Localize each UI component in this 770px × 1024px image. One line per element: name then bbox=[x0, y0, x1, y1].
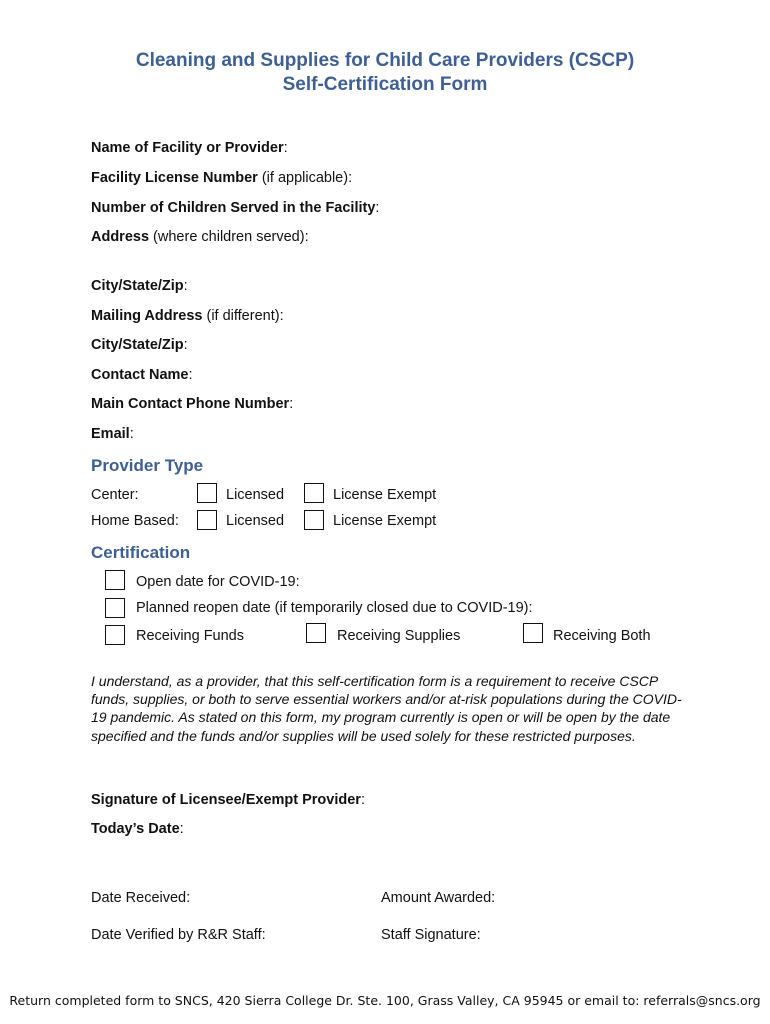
facility-name-field[interactable]: Name of Facility or Provider: bbox=[91, 140, 288, 156]
planned-reopen-checkbox[interactable] bbox=[105, 598, 125, 618]
center-exempt-label: License Exempt bbox=[333, 487, 437, 503]
center-label: Center: bbox=[91, 487, 139, 503]
home-exempt-label: License Exempt bbox=[333, 513, 437, 529]
certification-heading: Certification bbox=[91, 543, 191, 562]
planned-reopen-label: Planned reopen date (if temporarily closed due to COVID-19): bbox=[136, 600, 533, 616]
facility-name-label: Name of Facility or Provider bbox=[91, 140, 284, 156]
city-state-zip-label: City/State/Zip bbox=[91, 278, 184, 294]
children-served-field[interactable]: Number of Children Served in the Facility: bbox=[91, 200, 380, 216]
signature-field[interactable]: Signature of Licensee/Exempt Provider: bbox=[91, 792, 365, 808]
center-licensed-checkbox[interactable] bbox=[197, 483, 217, 503]
email-label: Email bbox=[91, 426, 130, 442]
open-date-label: Open date for COVID-19: bbox=[136, 574, 300, 590]
city-state-zip-field[interactable]: City/State/Zip: bbox=[91, 278, 188, 294]
staff-signature-label: Staff Signature: bbox=[381, 927, 481, 943]
phone-label: Main Contact Phone Number bbox=[91, 396, 290, 412]
email-field[interactable]: Email: bbox=[91, 426, 134, 442]
form-title: Cleaning and Supplies for Child Care Providers (CSCP) bbox=[135, 50, 635, 71]
center-licensed-label: Licensed bbox=[226, 487, 285, 503]
amount-awarded-label: Amount Awarded: bbox=[381, 890, 496, 906]
home-licensed-checkbox[interactable] bbox=[197, 510, 217, 530]
address-field[interactable]: Address (where children served): bbox=[91, 229, 309, 245]
date-received-label: Date Received: bbox=[91, 890, 191, 906]
home-exempt-checkbox[interactable] bbox=[304, 510, 324, 530]
signature-label: Signature of Licensee/Exempt Provider bbox=[91, 792, 361, 808]
open-date-checkbox[interactable] bbox=[105, 570, 125, 590]
form-subtitle: Self-Certification Form bbox=[282, 74, 488, 95]
contact-name-field[interactable]: Contact Name: bbox=[91, 367, 193, 383]
license-number-label: Facility License Number bbox=[91, 170, 258, 186]
receiving-both-label: Receiving Both bbox=[553, 628, 651, 644]
center-exempt-checkbox[interactable] bbox=[304, 483, 324, 503]
footer-return-instructions: Return completed form to SNCS, 420 Sierra College Dr. Ste. 100, Grass Valley, CA 95945 or email to: referrals@sncs.org bbox=[9, 993, 761, 1008]
mailing-city-state-zip-field[interactable]: City/State/Zip: bbox=[91, 337, 188, 353]
todays-date-label: Today’s Date bbox=[91, 821, 180, 837]
children-served-label: Number of Children Served in the Facility bbox=[91, 200, 376, 216]
todays-date-field[interactable]: Today’s Date: bbox=[91, 821, 184, 837]
license-number-field[interactable]: Facility License Number (if applicable): bbox=[91, 170, 353, 186]
receiving-funds-label: Receiving Funds bbox=[136, 628, 244, 644]
receiving-supplies-checkbox[interactable] bbox=[306, 623, 326, 643]
home-licensed-label: Licensed bbox=[226, 513, 285, 529]
contact-name-label: Contact Name bbox=[91, 367, 189, 383]
home-based-label: Home Based: bbox=[91, 513, 179, 529]
mailing-city-state-zip-label: City/State/Zip bbox=[91, 337, 184, 353]
receiving-both-checkbox[interactable] bbox=[523, 623, 543, 643]
receiving-funds-checkbox[interactable] bbox=[105, 625, 125, 645]
address-label: Address bbox=[91, 229, 150, 245]
mailing-address-field[interactable]: Mailing Address (if different): bbox=[91, 308, 284, 324]
phone-field[interactable]: Main Contact Phone Number: bbox=[91, 396, 294, 412]
receiving-supplies-label: Receiving Supplies bbox=[337, 628, 461, 644]
certification-statement: I understand, as a provider, that this self-certification form is a requirement to receive CSCP funds, supplies, or both to serve essential workers and/or at-risk populations during the COVID-19 pandemic. As stated on this form, my program currently is open or will be open by the date specified and the funds and/or supplies will be used solely for these restricted purposes. bbox=[91, 673, 682, 744]
mailing-address-label: Mailing Address bbox=[91, 308, 203, 324]
date-verified-label: Date Verified by R&R Staff: bbox=[91, 927, 266, 943]
provider-type-heading: Provider Type bbox=[91, 456, 204, 475]
